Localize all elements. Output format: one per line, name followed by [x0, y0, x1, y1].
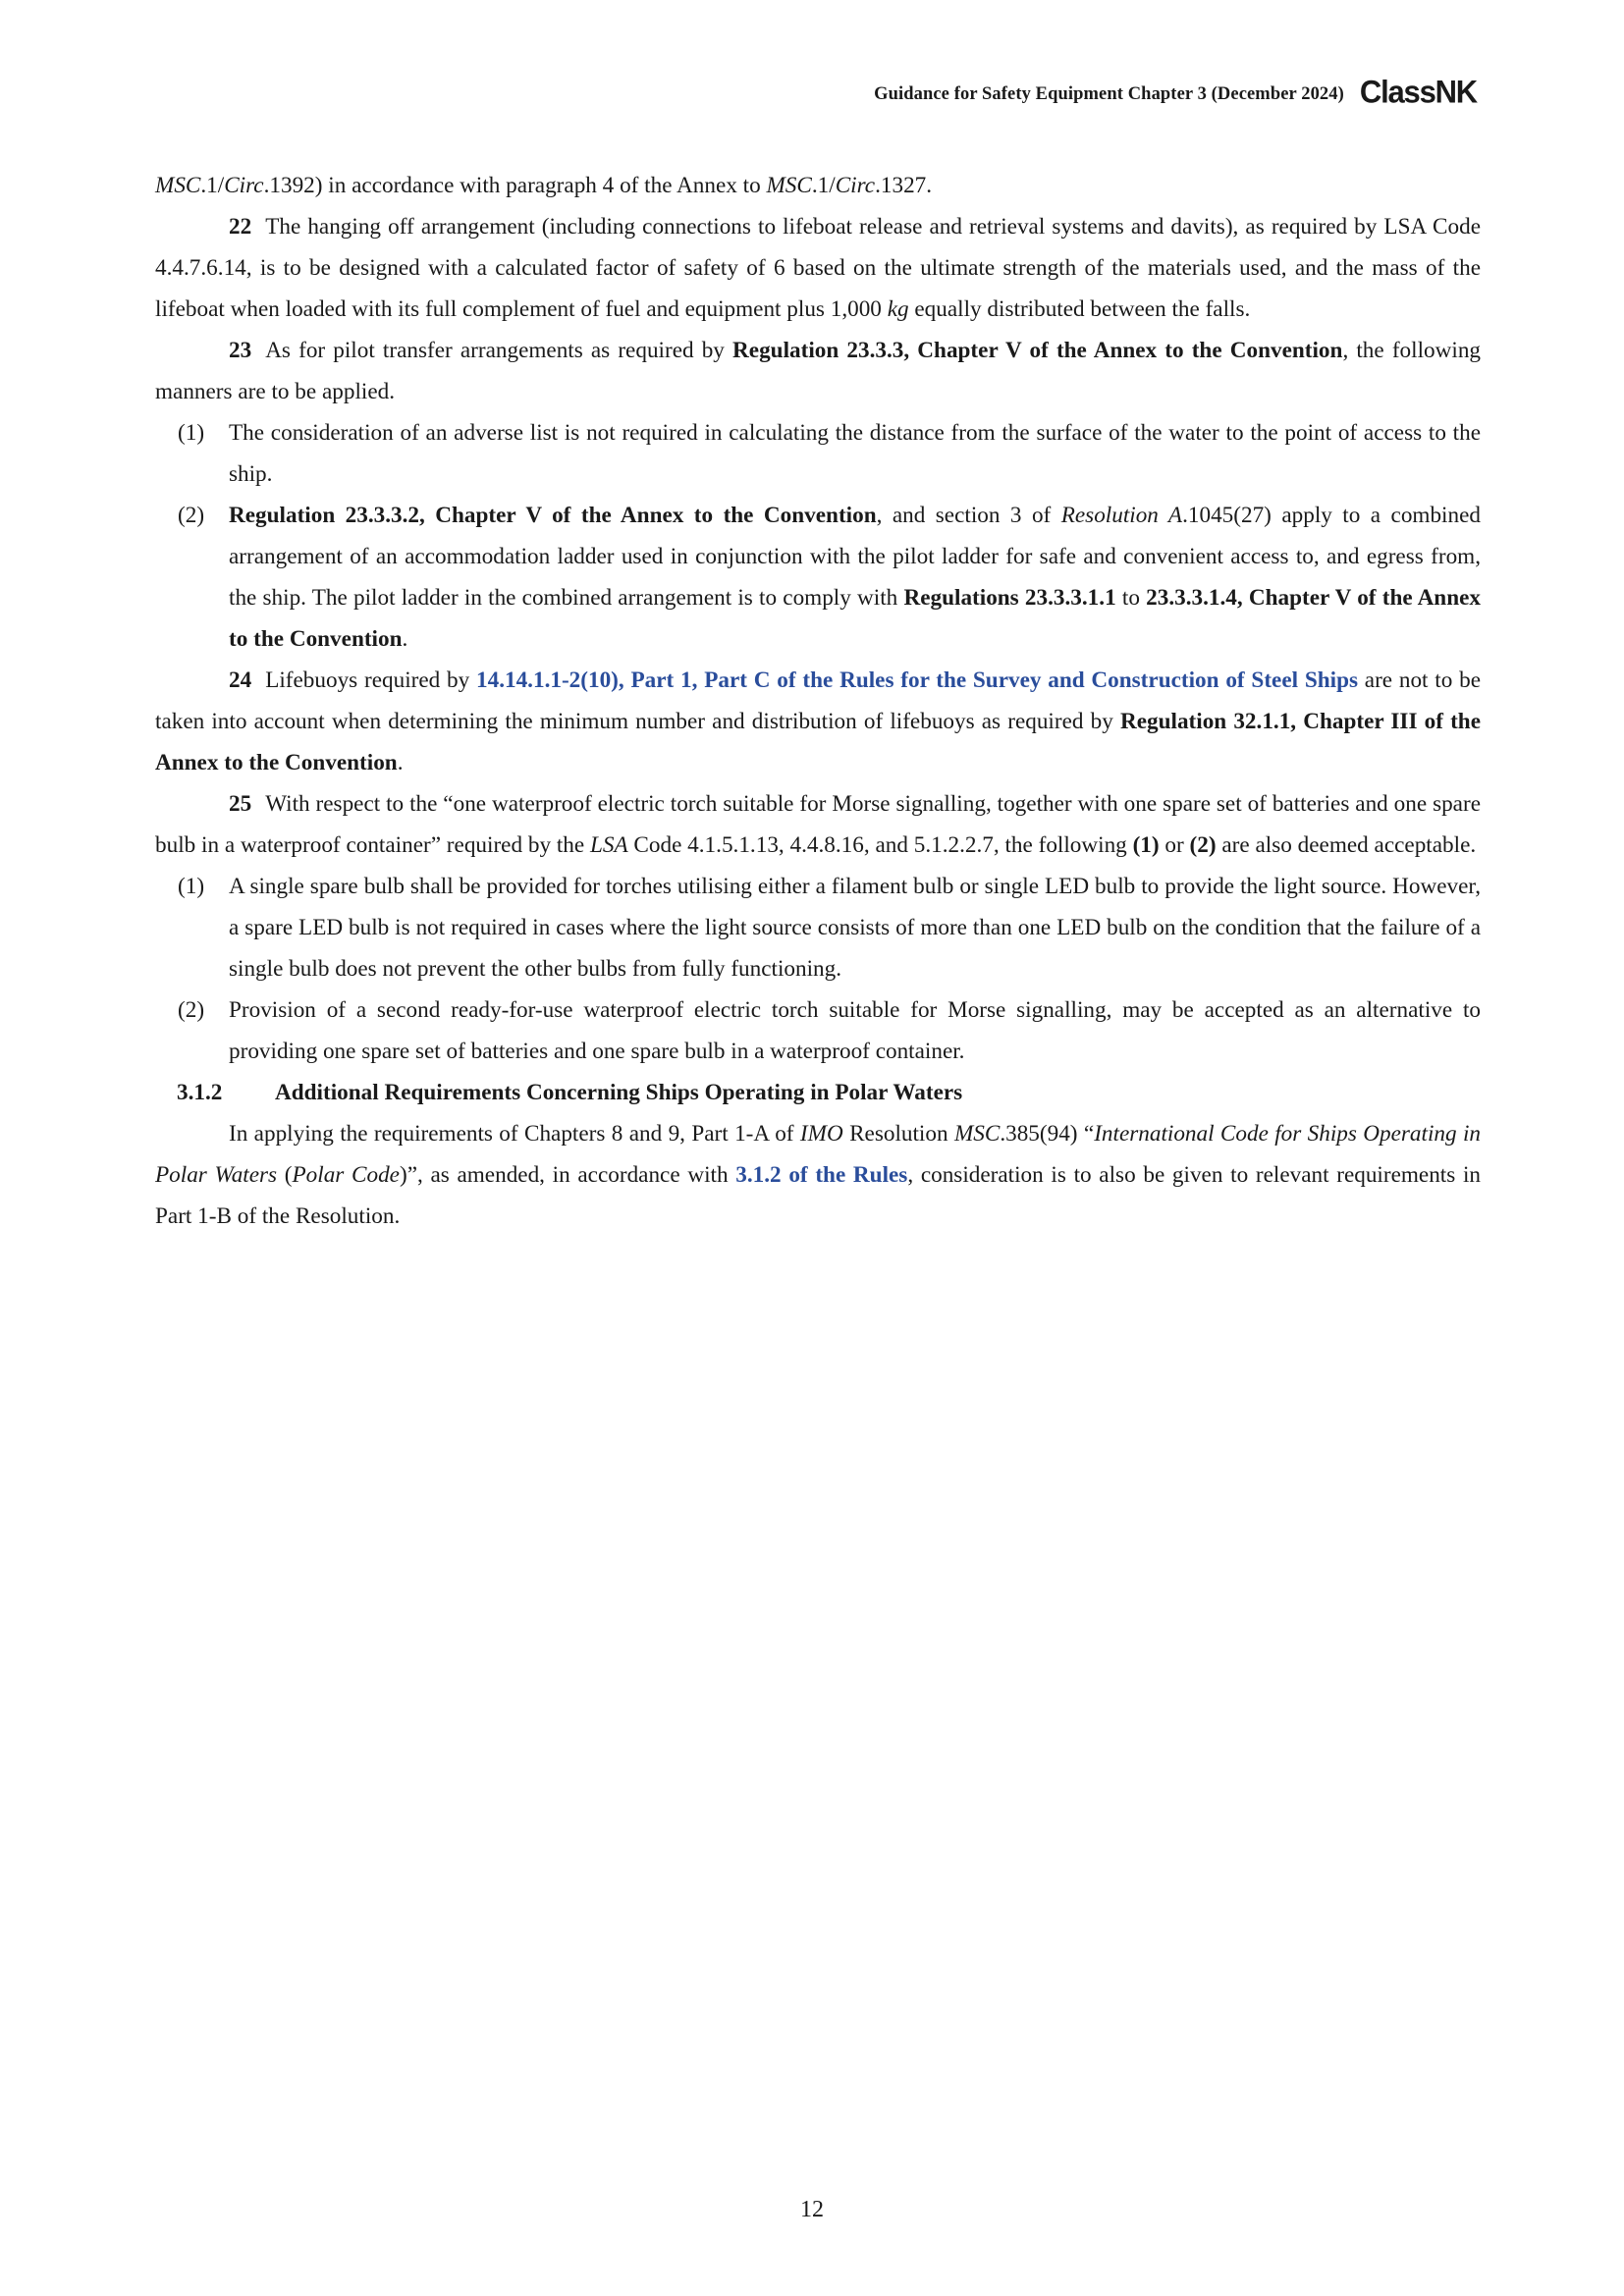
- text-span: In applying the requirements of Chapters 8 and 9, Part 1-A of: [229, 1121, 800, 1147]
- text-span: or: [1159, 832, 1190, 858]
- section-title: Additional Requirements Concerning Ships Operating in Polar Waters: [275, 1080, 963, 1105]
- text-span: As for pilot transfer arrangements as required by: [265, 338, 733, 363]
- paragraph-22: [155, 206, 1481, 330]
- text-span: .: [402, 626, 408, 652]
- paragraph-25: [155, 783, 1481, 866]
- text-span: , and section 3 of: [876, 503, 1061, 528]
- text-span: .1392) in accordance with paragraph 4 of the Annex to: [263, 173, 767, 198]
- regulation-reference: 23.3.3.1.4, Chapter V of the Annex to the Convention: [229, 585, 1481, 652]
- paragraph-number: 25: [229, 791, 252, 817]
- text-span: International Code for Ships Operating in Polar Waters: [155, 1121, 1482, 1188]
- text-span: , consideration is to also be given to relevant requirements in Part 1-B of the Resolution.: [155, 1162, 1481, 1229]
- list-item-label: (2): [178, 503, 205, 528]
- paragraph-number: 22: [229, 214, 252, 240]
- text-span: Lifebuoys required by: [265, 667, 476, 693]
- text-span: kg: [887, 296, 909, 322]
- text-span: IMO: [799, 1121, 843, 1147]
- list-item-label: (1): [178, 420, 205, 446]
- section-heading: [155, 1072, 1481, 1113]
- regulation-reference: Regulation 32.1.1, Chapter III of the Annex to the Convention: [155, 709, 1481, 775]
- text-span: The consideration of an adverse list is not required in calculating the distance from the surface of the water to the point of access to the ship.: [229, 420, 1481, 487]
- text-span: MSC: [953, 1121, 1001, 1147]
- header-title: Guidance for Safety Equipment Chapter 3 (December 2024): [874, 84, 1344, 104]
- text-span: Circ: [835, 173, 876, 198]
- text-span: Resolution: [842, 1121, 954, 1147]
- text-span: .1045(27) apply to a combined arrangement of an accommodation ladder used in conjunction with the pilot ladder for safe and convenient access to, and egress from, the ship. The pilot ladder in the combined arrangement is to comply with: [229, 503, 1481, 611]
- text-span: .1327.: [875, 173, 933, 198]
- text-span: A single spare bulb shall be provided for torches utilising either a filament bulb or single LED bulb to provide the light source. However, a spare LED bulb is not required in cases where the light source consists of more than one LED bulb on the condition that the failure of a single bulb does not prevent the other bulbs from fully functioning.: [229, 874, 1481, 982]
- regulation-reference: Regulations 23.3.3.1.1: [903, 585, 1116, 611]
- text-span: .1/: [811, 173, 836, 198]
- text-span: Resolution A: [1060, 503, 1183, 528]
- section-number: 3.1.2: [177, 1080, 223, 1105]
- text-span: .1/: [200, 173, 225, 198]
- regulation-reference: Regulation 23.3.3.2, Chapter V of the Annex to the Convention: [229, 503, 877, 528]
- rules-link[interactable]: 3.1.2 of the Rules: [735, 1162, 908, 1188]
- page-header: [874, 74, 1477, 110]
- text-span: MSC: [766, 173, 812, 198]
- text-span: Circ: [224, 173, 264, 198]
- paragraph-24: [155, 660, 1481, 783]
- text-span: LSA: [589, 832, 628, 858]
- text-span: equally distributed between the falls.: [908, 296, 1251, 322]
- list-item: [155, 412, 1481, 495]
- list-item-label: (1): [178, 874, 205, 899]
- page-number: 12: [800, 2197, 824, 2222]
- text-span: (: [277, 1162, 293, 1188]
- text-span: are also deemed acceptable.: [1216, 832, 1477, 858]
- text-span: .385(94) “: [1000, 1121, 1095, 1147]
- text-span: .: [397, 750, 404, 775]
- text-span: Polar Code: [292, 1162, 400, 1188]
- text-span: )”, as amended, in accordance with: [399, 1162, 736, 1188]
- text-span: Code 4.1.5.1.13, 4.4.8.16, and 5.1.2.2.7, the following: [627, 832, 1133, 858]
- paragraph-number: 23: [229, 338, 252, 363]
- text-span: The hanging off arrangement (including connections to lifeboat release and retrieval systems and davits), as required by LSA Code 4.4.7.6.14, is to be designed with a calculated factor of safety of 6 based on the ultimate strength of the materials used, and the mass of the lifeboat when loaded with its full complement of fuel and equipment plus 1,000: [155, 214, 1481, 322]
- paragraph-continuation: [155, 165, 1481, 206]
- list-item-label: (2): [178, 997, 205, 1023]
- list-item: [155, 866, 1481, 989]
- paragraph-23: [155, 330, 1481, 412]
- text-span: are not to be taken into account when determining the minimum number and distribution of lifebuoys as required by: [155, 667, 1481, 734]
- text-span: (1): [1132, 832, 1160, 858]
- classnk-logo: ClassNK: [1359, 74, 1477, 110]
- text-span: to: [1115, 585, 1147, 611]
- list-item: [155, 495, 1481, 660]
- text-span: Provision of a second ready-for-use waterproof electric torch suitable for Morse signalling, may be accepted as an alternative to providing one spare set of batteries and one spare bulb in a waterproof container.: [229, 997, 1481, 1064]
- text-span: With respect to the “one waterproof electric torch suitable for Morse signalling, together with one spare set of batteries and one spare bulb in a waterproof container” required by the: [155, 791, 1481, 858]
- rules-link[interactable]: 14.14.1.1-2(10), Part 1, Part C of the Rules for the Survey and Construction of Steel Ships: [476, 667, 1358, 693]
- paragraph-number: 24: [229, 667, 252, 693]
- document-body: [155, 165, 1481, 1237]
- text-span: MSC: [155, 173, 201, 198]
- paragraph-3-1-2: [155, 1113, 1481, 1237]
- regulation-reference: Regulation 23.3.3, Chapter V of the Annex to the Convention: [732, 338, 1343, 363]
- text-span: , the following manners are to be applied.: [155, 338, 1482, 404]
- list-item: [155, 989, 1481, 1072]
- text-span: (2): [1189, 832, 1217, 858]
